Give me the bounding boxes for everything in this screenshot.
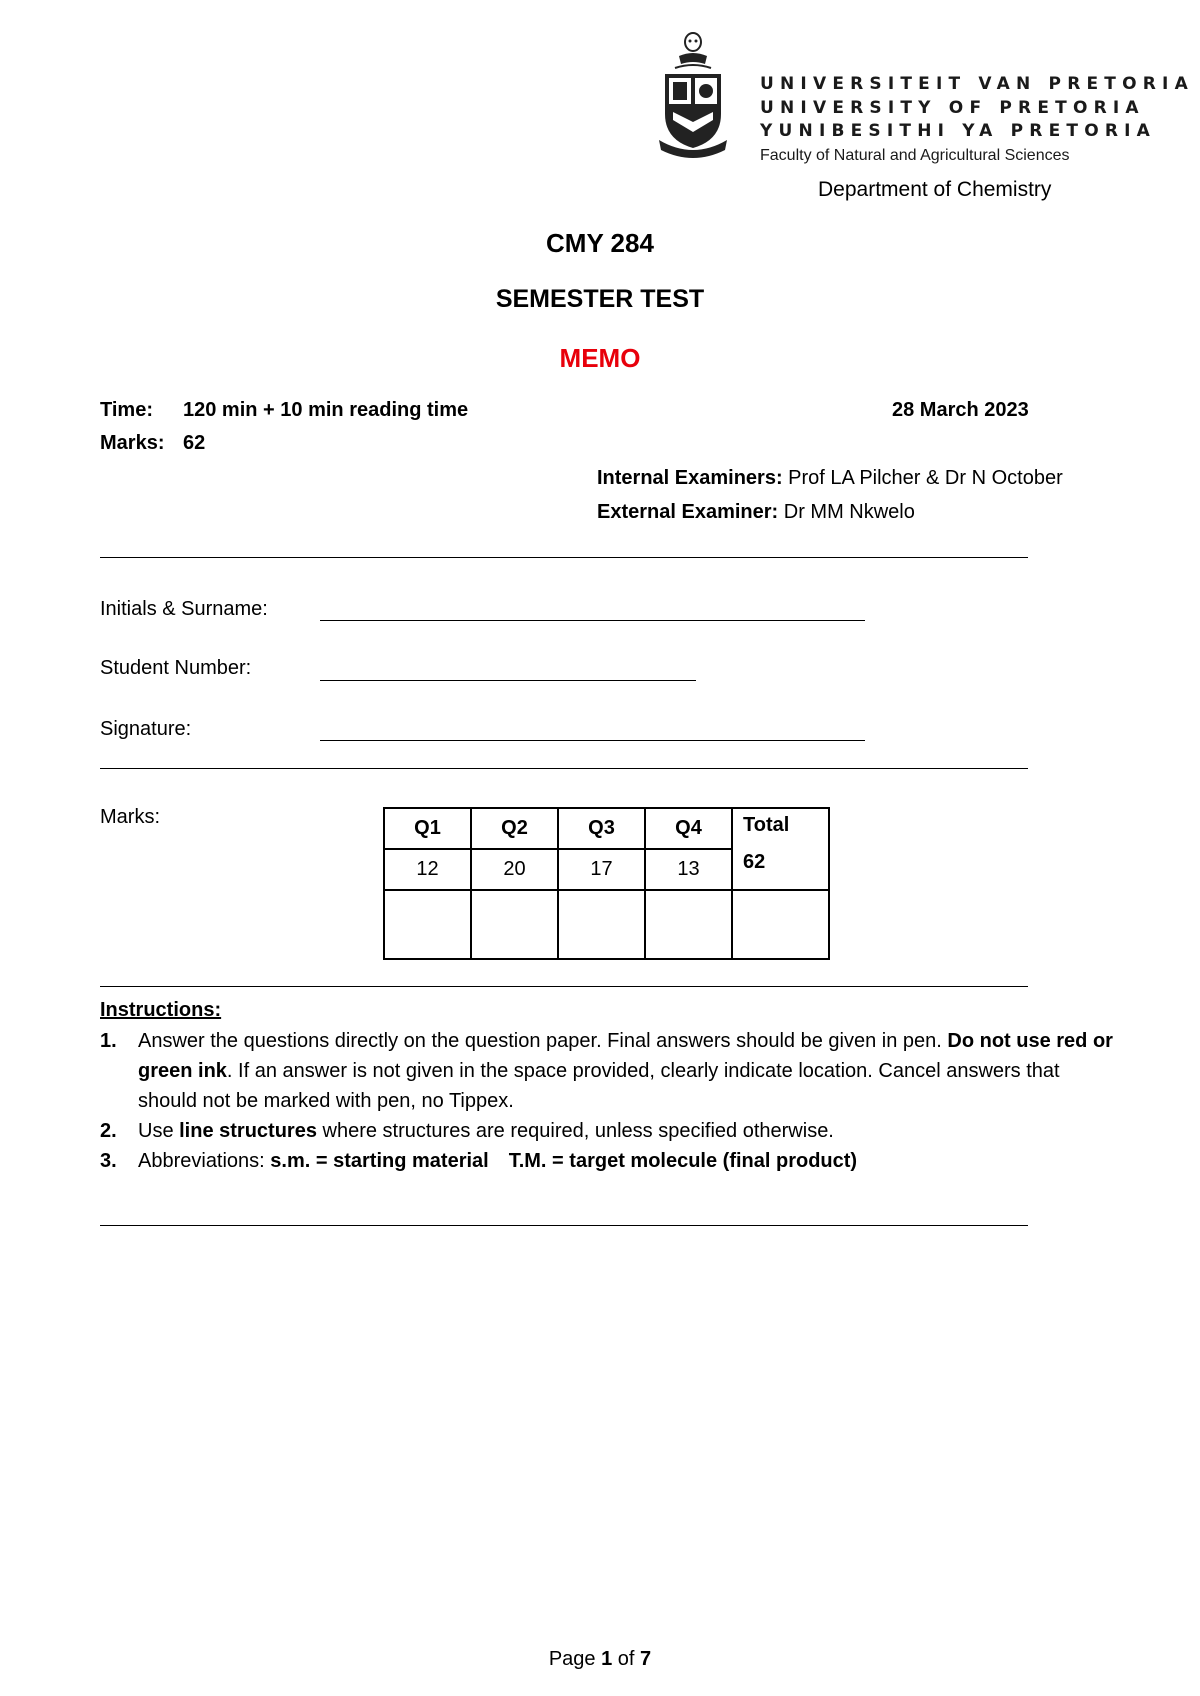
internal-examiners-label: Internal Examiners: (597, 467, 783, 489)
of-word: of (612, 1648, 641, 1670)
instruction-text: . If an answer is not given in the space provided, clearly indicate location. Cancel answers that should not be marked with pen, no Tippex. (138, 1060, 1060, 1112)
university-name-afrikaans: UNIVERSITEIT VAN PRETORIA (760, 74, 1194, 94)
score-q3[interactable] (558, 890, 645, 959)
page-word: Page (548, 1648, 602, 1670)
score-q1[interactable] (384, 890, 471, 959)
max-q2: 20 (471, 849, 558, 890)
student-number-line[interactable] (320, 680, 696, 681)
instruction-text: where structures are required, unless specified otherwise. (316, 1120, 834, 1142)
time-label: Time: (100, 399, 153, 421)
page-number (0, 1648, 1200, 1671)
course-code: CMY 284 (546, 228, 654, 258)
score-q4[interactable] (645, 890, 732, 959)
university-name-english: UNIVERSITY OF PRETORIA (760, 98, 1145, 118)
instruction-text: Abbreviations: (138, 1150, 271, 1172)
student-number-label: Student Number: (100, 657, 252, 679)
initials-surname-label: Initials & Surname: (100, 598, 268, 620)
internal-examiners (597, 467, 1063, 490)
instructions-title: Instructions: (100, 999, 222, 1021)
marks-table (383, 807, 830, 960)
divider (100, 986, 1028, 987)
header-q4: Q4 (645, 808, 732, 849)
instruction-emphasis: line structures (179, 1120, 317, 1142)
department-name: Department of Chemistry (818, 178, 1052, 201)
signature-label: Signature: (100, 718, 192, 740)
total-cell (732, 808, 829, 890)
instruction-text: Answer the questions directly on the question paper. Final answers should be given in pen. (138, 1030, 948, 1052)
external-examiner-value: Dr MM Nkwelo (778, 501, 915, 523)
marks-table-label: Marks: (100, 806, 160, 828)
internal-examiners-value: Prof LA Pilcher & Dr N October (782, 467, 1063, 489)
score-total[interactable] (732, 890, 829, 959)
instruction-number: 1. (100, 1030, 117, 1052)
instruction-emphasis: T.M. = target molecule (final product) (508, 1150, 858, 1172)
marks-table-header-row (384, 808, 829, 849)
max-q4: 13 (645, 849, 732, 890)
instruction-item (100, 1146, 1120, 1176)
external-examiner (597, 501, 915, 524)
time-value: 120 min + 10 min reading time (183, 399, 469, 421)
signature-line[interactable] (320, 740, 865, 741)
marks-label: Marks: (100, 432, 165, 454)
instruction-item (100, 1116, 1120, 1146)
header-q3: Q3 (558, 808, 645, 849)
current-page: 1 (601, 1648, 613, 1670)
total-value: 62 (743, 851, 766, 873)
header-total: Total (743, 814, 790, 836)
total-pages: 7 (640, 1648, 652, 1670)
instruction-emphasis: s.m. = starting material (270, 1150, 489, 1172)
header-q2: Q2 (471, 808, 558, 849)
marks-value: 62 (183, 432, 206, 454)
instruction-text: Use (138, 1120, 180, 1142)
max-q3: 17 (558, 849, 645, 890)
score-q2[interactable] (471, 890, 558, 959)
instruction-emphasis: Do not use red or green ink (138, 1030, 1113, 1082)
instruction-number: 2. (100, 1120, 117, 1142)
instructions-list (100, 1026, 1120, 1176)
divider (100, 768, 1028, 769)
university-crest-logo (655, 28, 731, 158)
instruction-number: 3. (100, 1150, 117, 1172)
memo-label: MEMO (559, 343, 641, 373)
test-date: 28 March 2023 (892, 399, 1029, 421)
instruction-item (100, 1026, 1120, 1116)
marks-table-score-row (384, 890, 829, 959)
divider (100, 557, 1028, 558)
faculty-name: Faculty of Natural and Agricultural Sciences (760, 147, 1070, 164)
header-q1: Q1 (384, 808, 471, 849)
external-examiner-label: External Examiner: (597, 501, 779, 523)
divider (100, 1225, 1028, 1226)
initials-surname-line[interactable] (320, 620, 865, 621)
university-name-sepedi: YUNIBESITHI YA PRETORIA (760, 121, 1157, 141)
test-title: SEMESTER TEST (495, 285, 705, 313)
max-q1: 12 (384, 849, 471, 890)
